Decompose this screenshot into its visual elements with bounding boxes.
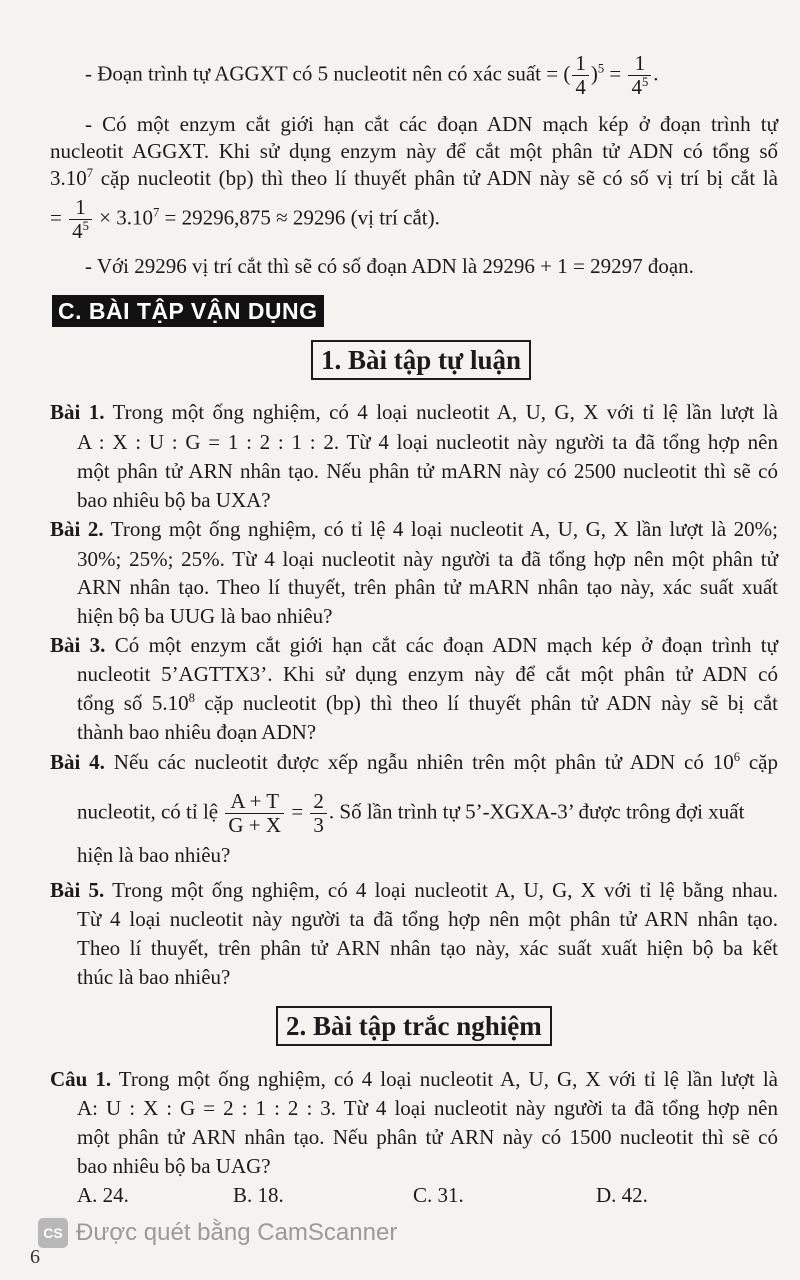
intro-equation: = $\frac{1}{4^5}$ × $3.10^7 = 29296,875 \approx 29296$ (vị trí cắt). (50, 195, 440, 244)
bai2-line1: Bài 2. Trong một ống nghiệm, có tỉ lệ 4 loại nucleotit A, U, G, X lần lượt là 20%; (50, 517, 779, 541)
cau1-option-a: A. 24. (77, 1183, 129, 1207)
bai5-line1: Bài 5. Trong một ống nghiệm, có 4 loại nucleotit A, U, G, X với tỉ lệ bằng nhau. (50, 878, 779, 902)
bai3-line4: thành bao nhiêu đoạn ADN? (77, 720, 317, 744)
camscanner-logo-icon: CS (38, 1218, 68, 1248)
bai1-line4: bao nhiêu bộ ba UXA? (77, 488, 271, 512)
bai4-line3: hiện là bao nhiêu? (77, 843, 231, 867)
bai5-line3: Theo lí thuyết, trên phân tử ARN nhân tạo này, xác suất xuất hiện bộ ba kết (77, 936, 778, 960)
bai4-line1: Bài 4. Nếu các nucleotit được xếp ngẫu nhiên trên một phân tử ADN có $10^6$ cặp (50, 750, 778, 774)
bai1-line3: một phân tử ARN nhân tạo. Nếu phân tử mARN này có 2500 nucleotit thì sẽ có (77, 459, 778, 483)
intro-para3: - Với 29296 vị trí cắt thì sẽ có số đoạn ADN là 29296 + 1 = 29297 đoạn. (85, 254, 694, 278)
intro-para2-line3: 3.10$^7$ cặp nucleotit (bp) thì theo lí thuyết phân tử ADN này sẽ có số vị trí bị cắt là (50, 166, 778, 190)
bai2-line3: ARN nhân tạo. Theo lí thuyết, trên phân tử mARN nhân tạo này, xác suất xuất (77, 575, 778, 599)
cau1-line3: một phân tử ARN nhân tạo. Nếu phân tử ARN này có 1500 nucleotit thì sẽ có (77, 1125, 778, 1149)
cau1-option-d: D. 42. (596, 1183, 648, 1207)
cau1-line2: A: U : X : G = 2 : 1 : 2 : 3. Từ 4 loại nucleotit này người ta đã tổng hợp nên (77, 1096, 778, 1120)
cau1-line1: Câu 1. Trong một ống nghiệm, có 4 loại nucleotit A, U, G, X với tỉ lệ lần lượt là (50, 1067, 778, 1091)
bai5-line4: thúc là bao nhiêu? (77, 965, 231, 989)
intro-para2-line1: - Có một enzym cắt giới hạn cắt các đoạn ADN mạch kép ở đoạn trình tự (85, 112, 778, 136)
section-c-heading: C. BÀI TẬP VẬN DỤNG (52, 295, 324, 327)
bai3-line1: Bài 3. Có một enzym cắt giới hạn cắt các đoạn ADN mạch kép ở đoạn trình tự (50, 633, 779, 657)
intro-para2-line2: nucleotit AGGXT. Khi sử dụng enzym này để cắt một phân tử ADN có tổng số (50, 139, 778, 163)
bai5-line2: Từ 4 loại nucleotit này người ta đã tổng hợp nên một phân tử ARN nhân tạo. (77, 907, 778, 931)
bai1-line2: A : X : U : G = 1 : 2 : 1 : 2. Từ 4 loại nucleotit này người ta đã tổng hợp nên (77, 430, 778, 454)
bai2-line2: 30%; 25%; 25%. Từ 4 loại nucleotit này người ta đã tổng hợp nên một phân tử (77, 547, 778, 571)
bai4-line2: nucleotit, có tỉ lệ $\frac{A + T}{G + X}$ = $\frac{2}{3}$ . Số lần trình tự 5’-XGXA-3’ được trông đợi xuất (77, 789, 745, 838)
heading-multiple-choice: 2. Bài tập trắc nghiệm (276, 1006, 552, 1046)
bai3-line3: tổng số 5.10$^8$ cặp nucleotit (bp) thì theo lí thuyết phân tử ADN này sẽ bị cắt (77, 691, 778, 715)
bai1-line1: Bài 1. Trong một ống nghiệm, có 4 loại nucleotit A, U, G, X với tỉ lệ lần lượt là (50, 400, 779, 424)
cau1-line4: bao nhiêu bộ ba UAG? (77, 1154, 271, 1178)
bai3-line2: nucleotit 5’AGTTX3’. Khi sử dụng enzym này để cắt một phân tử ADN có (77, 662, 778, 686)
heading-essay-exercises: 1. Bài tập tự luận (311, 340, 531, 380)
bai2-line4: hiện bộ ba UUG là bao nhiêu? (77, 604, 333, 628)
cau1-option-c: C. 31. (413, 1183, 464, 1207)
camscanner-watermark (38, 1218, 397, 1248)
intro-line-1: - Đoạn trình tự AGGXT có 5 nucleotit nên có xác suất = ( $\frac{1}{4}$ )$^5$ = $\frac{1}{4^5}$ . (85, 51, 659, 100)
page-number: 6 (30, 1246, 40, 1268)
camscanner-text: Được quét bằng CamScanner (76, 1219, 398, 1246)
cau1-option-b: B. 18. (233, 1183, 284, 1207)
